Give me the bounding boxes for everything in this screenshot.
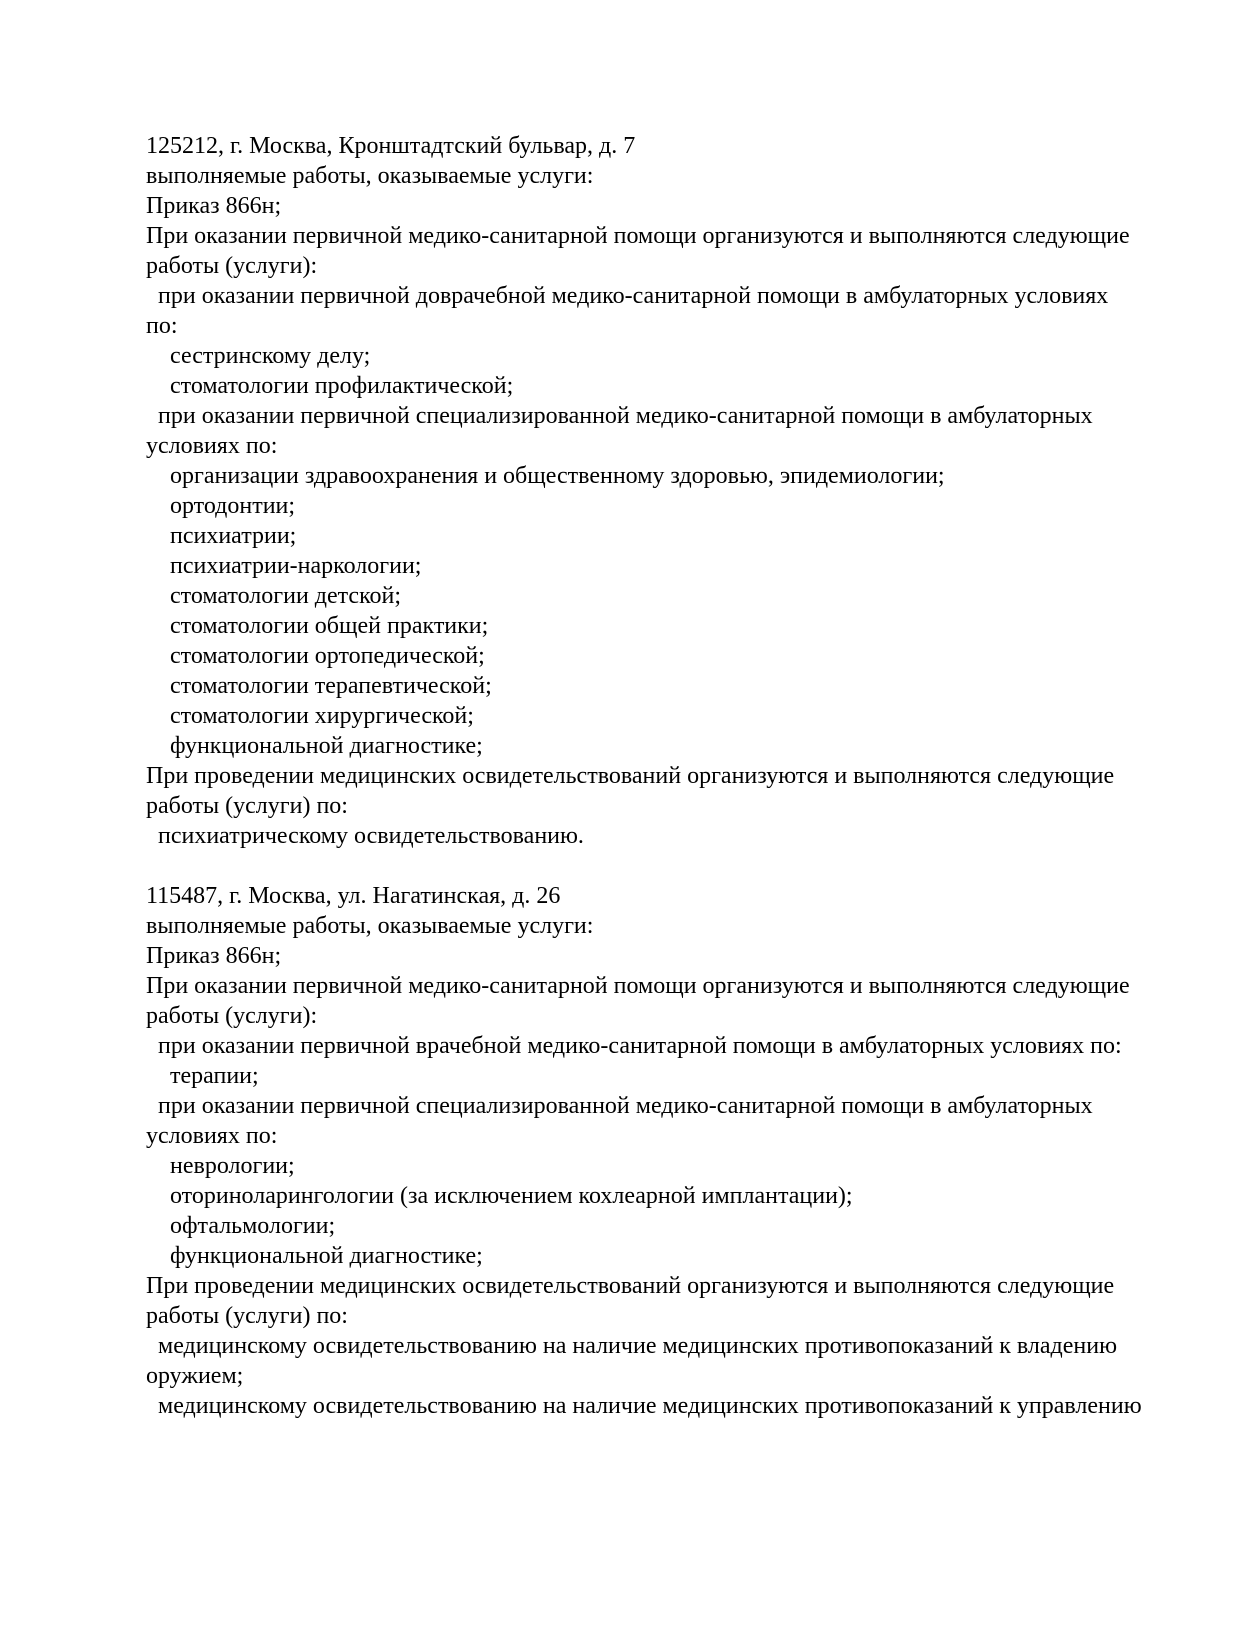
text-line: При проведении медицинских освидетельствований организуются и выполняются следующие: [146, 763, 1115, 789]
text-line: при оказании первичной специализированной медико-санитарной помощи в амбулаторных: [146, 403, 1093, 429]
text-line: терапии;: [146, 1063, 259, 1089]
text-line: по:: [146, 313, 178, 339]
text-line: оториноларингологии (за исключением кохлеарной имплантации);: [146, 1183, 853, 1209]
text-line: Приказ 866н;: [146, 193, 282, 219]
address-line: 125212, г. Москва, Кронштадтский бульвар, д. 7: [146, 133, 636, 159]
text-line: Приказ 866н;: [146, 943, 282, 969]
text-line: психиатрии;: [146, 523, 297, 549]
text-line: стоматологии ортопедической;: [146, 643, 485, 669]
text-line: стоматологии детской;: [146, 583, 402, 609]
text-line: выполняемые работы, оказываемые услуги:: [146, 913, 594, 939]
text-line: условиях по:: [146, 433, 278, 459]
license-section: [146, 881, 1170, 1421]
text-line: психиатрии-наркологии;: [146, 553, 422, 579]
text-line: медицинскому освидетельствованию на наличие медицинских противопоказаний к владению: [146, 1333, 1118, 1359]
text-line: оружием;: [146, 1363, 244, 1389]
text-line: стоматологии терапевтической;: [146, 673, 492, 699]
text-line: функциональной диагностике;: [146, 733, 483, 759]
license-section: [146, 131, 1170, 851]
text-line: при оказании первичной врачебной медико-санитарной помощи в амбулаторных условиях по:: [146, 1033, 1122, 1059]
text-line: работы (услуги) по:: [146, 1303, 348, 1329]
text-line: при оказании первичной специализированной медико-санитарной помощи в амбулаторных: [146, 1093, 1093, 1119]
text-line: при оказании первичной доврачебной медико-санитарной помощи в амбулаторных условиях: [146, 283, 1109, 309]
text-line: функциональной диагностике;: [146, 1243, 483, 1269]
text-line: выполняемые работы, оказываемые услуги:: [146, 163, 594, 189]
text-line: организации здравоохранения и общественному здоровью, эпидемиологии;: [146, 463, 945, 489]
text-line: психиатрическому освидетельствованию.: [146, 823, 584, 849]
text-line: работы (услуги) по:: [146, 793, 348, 819]
text-line: медицинскому освидетельствованию на наличие медицинских противопоказаний к управлению: [146, 1393, 1142, 1419]
text-line: стоматологии профилактической;: [146, 373, 514, 399]
text-line: При оказании первичной медико-санитарной помощи организуются и выполняются следующие: [146, 973, 1130, 999]
text-line: ортодонтии;: [146, 493, 296, 519]
text-line: офтальмологии;: [146, 1213, 336, 1239]
text-line: условиях по:: [146, 1123, 278, 1149]
text-line: работы (услуги):: [146, 253, 318, 279]
address-line: 115487, г. Москва, ул. Нагатинская, д. 26: [146, 883, 561, 909]
text-line: При проведении медицинских освидетельствований организуются и выполняются следующие: [146, 1273, 1115, 1299]
text-line: стоматологии общей практики;: [146, 613, 489, 639]
document-text: [146, 131, 1170, 1421]
text-line: стоматологии хирургической;: [146, 703, 474, 729]
text-line: неврологии;: [146, 1153, 295, 1179]
text-line: сестринскому делу;: [146, 343, 371, 369]
text-line: При оказании первичной медико-санитарной помощи организуются и выполняются следующие: [146, 223, 1130, 249]
text-line: работы (услуги):: [146, 1003, 318, 1029]
